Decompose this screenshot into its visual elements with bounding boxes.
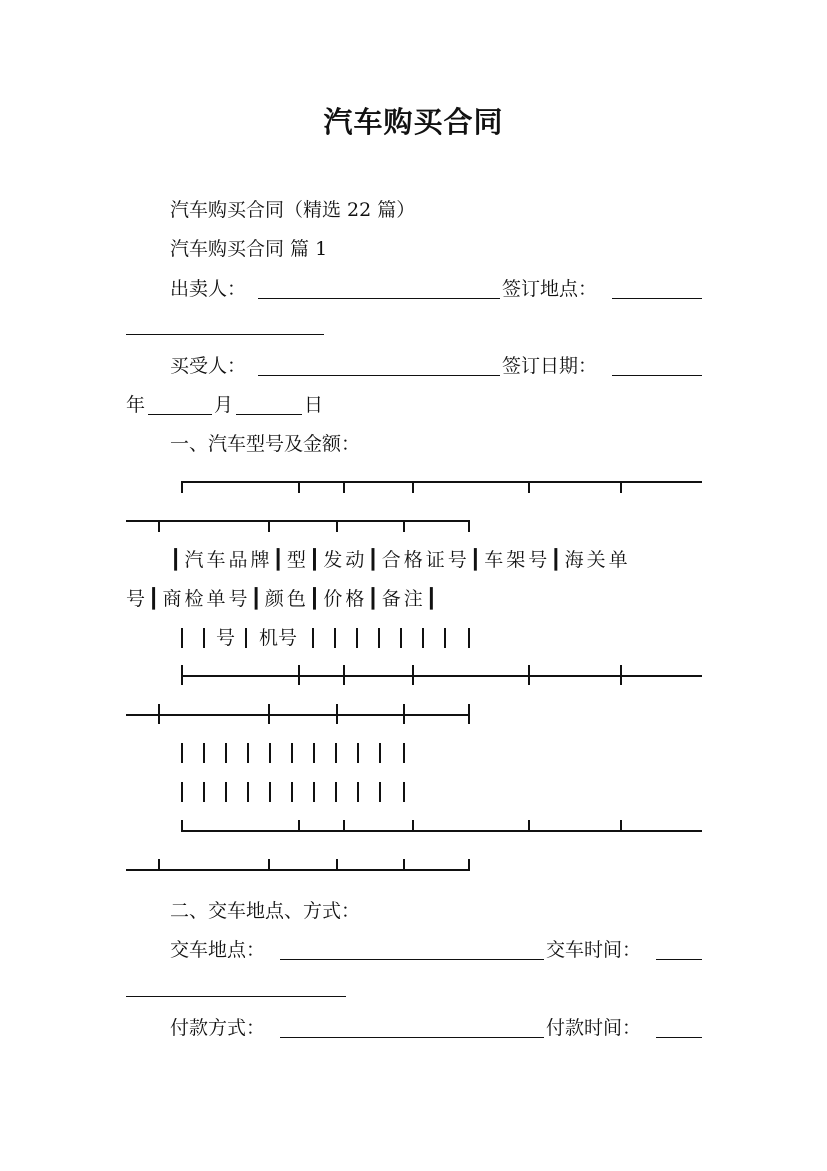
delivery-time-blank[interactable] bbox=[656, 959, 702, 960]
seller-line bbox=[0, 276, 827, 302]
table-header-text3b: 机号 bbox=[259, 627, 298, 649]
document-title: 汽车购买合同 bbox=[323, 105, 504, 139]
sign-date-label: 签订日期： bbox=[502, 355, 598, 377]
table-header-row1 bbox=[0, 547, 827, 573]
seller-blank[interactable] bbox=[258, 298, 500, 299]
year-label: 年 bbox=[126, 394, 146, 416]
seller-label: 出卖人： bbox=[170, 278, 247, 300]
table-header-row3 bbox=[0, 625, 827, 651]
section-heading: 汽车购买合同 篇 1 bbox=[170, 238, 328, 260]
table-header-row2 bbox=[0, 586, 827, 612]
clause1-line bbox=[0, 431, 827, 457]
sign-place-label: 签订地点： bbox=[502, 278, 598, 300]
delivery-time-blank-continued[interactable] bbox=[126, 996, 346, 997]
day-label: 日 bbox=[304, 394, 324, 416]
day-blank[interactable] bbox=[236, 414, 302, 415]
buyer-line bbox=[0, 353, 827, 379]
clause1: 一、汽车型号及金额： bbox=[170, 433, 361, 455]
payment-method-label: 付款方式： bbox=[170, 1017, 266, 1039]
sign-place-blank-continued[interactable] bbox=[126, 334, 324, 335]
delivery-place-label: 交车地点： bbox=[170, 939, 266, 961]
buyer-label: 买受人： bbox=[170, 355, 247, 377]
clause2-line bbox=[0, 898, 827, 924]
subtitle-line bbox=[0, 197, 827, 223]
table-header-text2: 号┃商检单号┃颜色┃价格┃备注┃ bbox=[126, 588, 441, 610]
payment-time-blank[interactable] bbox=[656, 1037, 702, 1038]
month-label: 月 bbox=[214, 394, 234, 416]
clause2: 二、交车地点、方式： bbox=[170, 900, 361, 922]
date-line bbox=[0, 392, 827, 418]
payment-time-label: 付款时间： bbox=[546, 1017, 642, 1039]
sign-date-blank[interactable] bbox=[612, 375, 702, 376]
table-header-text1: ┃汽车品牌┃型┃发动┃合格证号┃车架号┃海关单 bbox=[170, 549, 631, 571]
sign-place-blank[interactable] bbox=[612, 298, 702, 299]
delivery-place-blank[interactable] bbox=[280, 959, 544, 960]
subtitle: 汽车购买合同（精选 22 篇） bbox=[170, 199, 416, 221]
buyer-blank[interactable] bbox=[258, 375, 500, 376]
delivery-line bbox=[0, 937, 827, 963]
payment-method-blank[interactable] bbox=[280, 1037, 544, 1038]
payment-line bbox=[0, 1015, 827, 1041]
table-header-text3a: 号 bbox=[216, 627, 236, 649]
delivery-time-label: 交车时间： bbox=[546, 939, 642, 961]
month-blank[interactable] bbox=[148, 414, 212, 415]
section-heading-line bbox=[0, 236, 827, 262]
